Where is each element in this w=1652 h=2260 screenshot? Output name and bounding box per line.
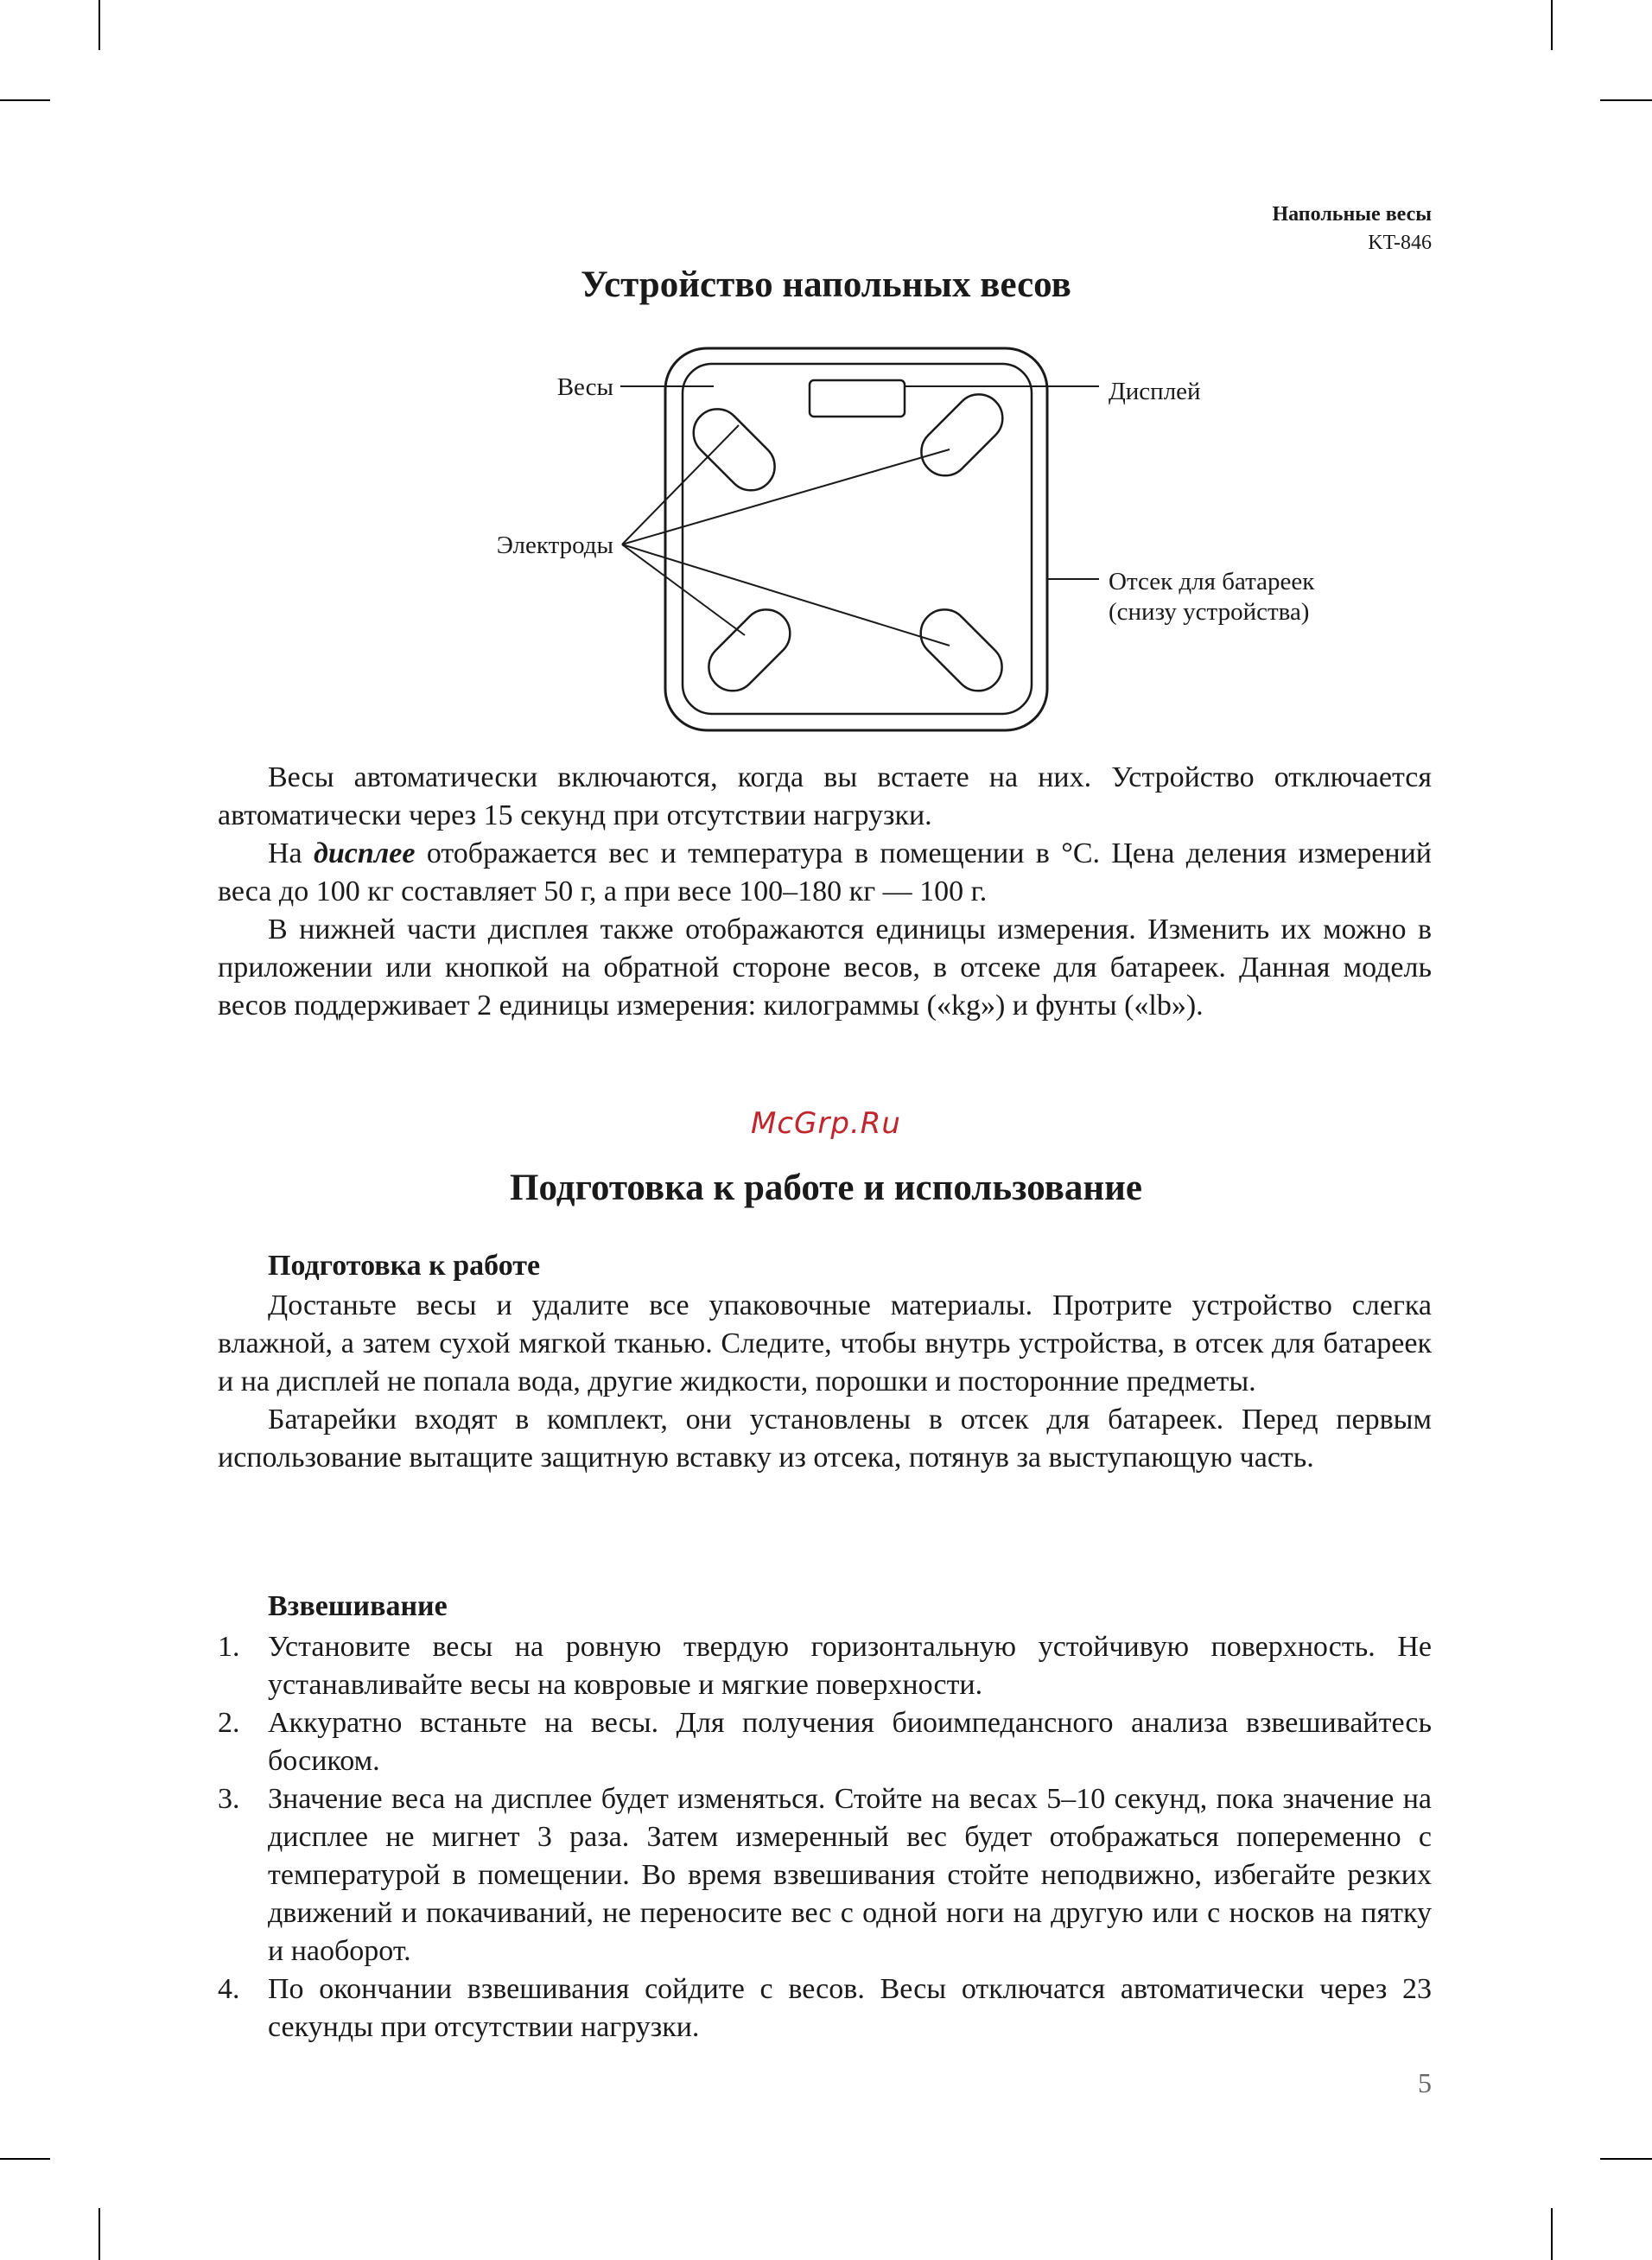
leader-electrode-2 [622,449,950,544]
weigh-list [218,1628,1432,2047]
crop-mark [1551,2208,1553,2260]
label-battery-2: (снизу устройства) [1109,598,1310,626]
prep-text [218,1287,1432,1477]
label-display: Дисплей [1109,378,1201,405]
p2-rest: отображается вес и температура в помещении в °C. Цена деления измерений веса до 100 кг составляет 50 г, а при весе 100–180 кг — 100 г. [218,837,1432,907]
scales-diagram [0,0,1652,761]
intro-paragraph-2 [218,835,1432,911]
display-window [810,380,905,417]
item-text: Значение веса на дисплее будет изменяться. Стойте на весах 5–10 секунд, пока значение на дисплее не мигнет 3 раза. Затем измеренный вес будет отображаться попеременно с температурой в помещении. Во время взвешивания стойте неподвижно, избегайте резких движений и покачиваний, не переносите вес с одной ноги на другую или с носков на пятку и наоборот. [268,1783,1432,1967]
prep-paragraph-1: Достаньте весы и удалите все упаковочные материалы. Протрите устройство слегка влажной, а затем сухой мягкой тканью. Следите, чтобы внутрь устройства, в отсек для батареек и на дисплей не попала вода, другие жидкости, порошки и посторонние предметы. [218,1289,1432,1397]
header-product: Напольные весы [1272,203,1432,226]
item-text: По окончании взвешивания сойдите с весов. Весы отключатся автоматически через 23 секунды при отсутствии нагрузки. [268,1973,1432,2043]
p2-prefix: На [268,837,315,869]
label-electrodes: Электроды [496,532,613,559]
device-title: Устройство напольных весов [581,264,1071,305]
crop-mark [98,2208,100,2260]
list-item [218,1970,1432,2047]
intro-paragraph-1: Весы автоматически включаются, когда вы встаете на них. Устройство отключается автоматически через 15 секунд при отсутствии нагрузки. [218,761,1432,831]
p2-emphasis: дисплее [314,837,416,869]
label-scales: Весы [556,373,613,401]
item-number: 1. [218,1631,240,1663]
crop-mark [0,2158,50,2160]
prep-subtitle: Подготовка к работе [268,1250,541,1282]
leader-electrode-1 [622,425,739,544]
prep-title: Подготовка к работе и использование [510,1168,1142,1208]
intro-text [218,759,1432,1025]
intro-paragraph-3: В нижней части дисплея также отображаются единицы измерения. Изменить их можно в приложении или кнопкой на обратной стороне весов, в отсеке для батареек. Данная модель весов поддерживает 2 единицы измерения: килограммы («kg») и фунты («lb»). [218,914,1432,1022]
list-item [218,1704,1432,1780]
weigh-subtitle: Взвешивание [268,1590,448,1622]
item-text: Аккуратно встаньте на весы. Для получения биоимпедансного анализа взвешивайтесь босиком. [268,1707,1432,1777]
crop-mark [1600,2158,1652,2160]
electrode-bottom-right [911,600,1012,701]
electrode-bottom-left [699,600,800,701]
header-model: KT-846 [1368,232,1432,254]
label-battery-1: Отсек для батареек [1109,568,1315,595]
item-number: 3. [218,1783,240,1815]
list-item [218,1780,1432,1970]
item-number: 4. [218,1973,240,2005]
leader-electrode-4 [622,544,950,646]
list-item [218,1628,1432,1704]
prep-paragraph-2: Батарейки входят в комплект, они установлены в отсек для батареек. Перед первым использование вытащите защитную вставку из отсека, потянув за выступающую часть. [218,1404,1432,1474]
item-text: Установите весы на ровную твердую горизонтальную устойчивую поверхность. Не устанавливайте весы на ковровые и мягкие поверхности. [268,1631,1432,1701]
item-number: 2. [218,1707,240,1739]
page-number: 5 [1418,2067,1432,2098]
electrode-top-left [683,399,785,500]
scale-outer-frame [665,348,1047,730]
watermark: McGrp.Ru [751,1106,901,1141]
electrode-top-right [912,385,1013,486]
